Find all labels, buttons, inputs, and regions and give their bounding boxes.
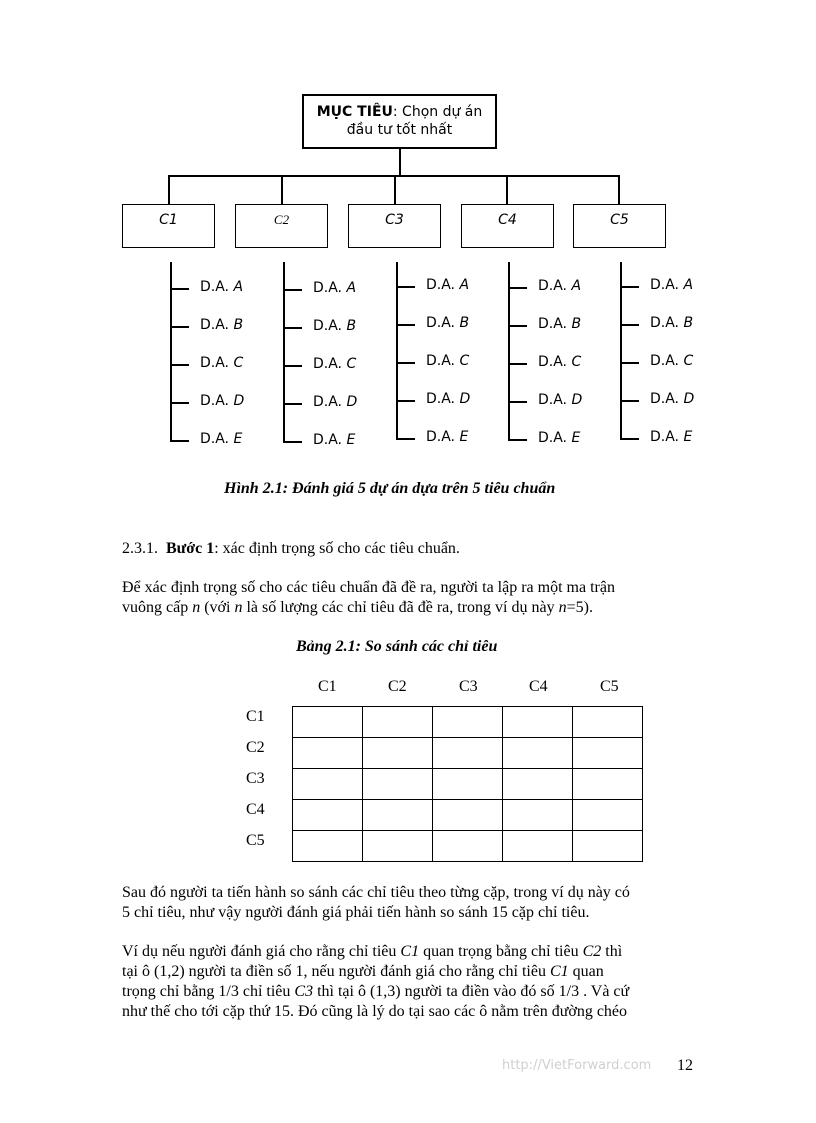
option-tick (396, 438, 415, 440)
option-label: D.A. E (650, 429, 693, 445)
option-tick (508, 401, 527, 403)
option-label: D.A. B (538, 316, 582, 332)
option-tick (170, 288, 189, 290)
option-label: D.A. D (426, 391, 471, 407)
option-tick (508, 363, 527, 365)
goal-text: : Chọn dự án (392, 104, 483, 120)
option-stem-c5 (620, 262, 622, 439)
col-header-c2: C2 (388, 678, 407, 695)
table-cell (433, 769, 503, 800)
table-cell (293, 769, 363, 800)
table-row (293, 707, 643, 738)
option-label: D.A. E (200, 431, 243, 447)
table-cell (503, 738, 573, 769)
table-caption: Bảng 2.1: So sánh các chỉ tiêu (296, 638, 498, 655)
option-label: D.A. A (650, 277, 694, 293)
comparison-matrix (292, 706, 643, 862)
goal-text-line2: đầu tư tốt nhất (346, 122, 453, 138)
table-cell (433, 707, 503, 738)
option-tick (508, 287, 527, 289)
drop-c4 (506, 175, 508, 204)
option-tick (283, 403, 302, 405)
table-cell (363, 800, 433, 831)
option-label: D.A. E (538, 430, 581, 446)
table-cell (503, 707, 573, 738)
table-cell (503, 800, 573, 831)
table-cell (363, 738, 433, 769)
option-tick (508, 439, 527, 441)
option-label: D.A. D (650, 391, 695, 407)
option-tick (620, 362, 639, 364)
table-cell (293, 707, 363, 738)
row-header-c3: C3 (246, 770, 265, 787)
section-heading: 2.3.1. Bước 1: xác định trọng số cho các tiêu chuẩn. (122, 540, 460, 557)
paragraph-2: Sau đó người ta tiến hành so sánh các chỉ tiêu theo từng cặp, trong ví dụ này có 5 chỉ tiêu, như vậy người đánh giá phải tiến hành so sánh 15 cặp chỉ tiêu. (122, 884, 630, 921)
table-cell (433, 831, 503, 862)
option-tick (620, 324, 639, 326)
paragraph-1: Để xác định trọng số cho các tiêu chuẩn đã đề ra, người ta lập ra một ma trận vuông cấp n (với n là số lượng các chỉ tiêu đã đề ra, trong ví dụ này n=5). (122, 579, 615, 616)
option-tick (620, 400, 639, 402)
option-label: D.A. A (313, 280, 357, 296)
option-tick (396, 324, 415, 326)
drop-c5 (618, 175, 620, 204)
option-label: D.A. C (538, 354, 582, 370)
col-header-c1: C1 (318, 678, 337, 695)
col-header-c3: C3 (459, 678, 478, 695)
goal-box (302, 94, 497, 149)
option-stem-c3 (396, 262, 398, 439)
option-label: D.A. C (200, 355, 244, 371)
table-cell (433, 738, 503, 769)
table-cell (293, 831, 363, 862)
option-tick (283, 441, 302, 443)
row-header-c4: C4 (246, 801, 265, 818)
table-cell (363, 707, 433, 738)
page-number: 12 (677, 1057, 693, 1074)
goal-stem (399, 149, 401, 176)
option-label: D.A. C (650, 353, 694, 369)
criterion-box-c5: C5 (573, 204, 666, 248)
row-header-c2: C2 (246, 739, 265, 756)
option-label: D.A. B (313, 318, 357, 334)
table-cell (573, 769, 643, 800)
step-label: Bước 1 (166, 540, 215, 557)
criterion-box-c1: C1 (122, 204, 215, 248)
option-tick (283, 327, 302, 329)
table-row (293, 769, 643, 800)
option-label: D.A. A (538, 278, 582, 294)
watermark: http://VietForward.com (502, 1058, 652, 1073)
option-label: D.A. B (200, 317, 244, 333)
table-cell (503, 769, 573, 800)
option-tick (396, 362, 415, 364)
option-label: D.A. C (313, 356, 357, 372)
table-cell (293, 738, 363, 769)
option-label: D.A. A (426, 277, 470, 293)
option-tick (396, 400, 415, 402)
option-tick (396, 286, 415, 288)
goal-label: MỤC TIÊU (316, 104, 393, 120)
figure-caption: Hình 2.1: Đánh giá 5 dự án dựa trên 5 tiêu chuẩn (224, 480, 556, 497)
table-row (293, 831, 643, 862)
option-tick (508, 325, 527, 327)
table-cell (293, 800, 363, 831)
option-label: D.A. D (538, 392, 583, 408)
table-cell (573, 707, 643, 738)
criterion-box-c2: C2 (235, 204, 328, 248)
drop-c1 (168, 175, 170, 204)
table-cell (363, 831, 433, 862)
table-cell (573, 738, 643, 769)
option-tick (283, 289, 302, 291)
option-label: D.A. E (426, 429, 469, 445)
option-label: D.A. D (313, 394, 358, 410)
option-label: D.A. B (426, 315, 470, 331)
criterion-box-c4: C4 (461, 204, 554, 248)
table-cell (573, 831, 643, 862)
row-header-c5: C5 (246, 832, 265, 849)
option-label: D.A. E (313, 432, 356, 448)
option-label: D.A. D (200, 393, 245, 409)
option-tick (170, 364, 189, 366)
col-header-c4: C4 (529, 678, 548, 695)
option-label: D.A. C (426, 353, 470, 369)
option-tick (620, 286, 639, 288)
drop-c3 (394, 175, 396, 204)
option-tick (170, 326, 189, 328)
table-cell (573, 800, 643, 831)
table-cell (503, 831, 573, 862)
table-row (293, 738, 643, 769)
option-tick (170, 440, 189, 442)
option-tick (170, 402, 189, 404)
col-header-c5: C5 (600, 678, 619, 695)
drop-c2 (281, 175, 283, 204)
criterion-box-c3: C3 (348, 204, 441, 248)
table-cell (363, 769, 433, 800)
table-cell (433, 800, 503, 831)
option-label: D.A. B (650, 315, 694, 331)
option-tick (283, 365, 302, 367)
row-header-c1: C1 (246, 708, 265, 725)
table-row (293, 800, 643, 831)
paragraph-3: Ví dụ nếu người đánh giá cho rằng chỉ tiêu C1 quan trọng bằng chỉ tiêu C2 thì tại ô (1,2) người ta điền số 1, nếu người đánh giá cho rằng chỉ tiêu C1 quan trọng chỉ bằng 1/3 chỉ tiêu C3 thì tại ô (1,3) người ta điền vào đó số 1/3 . Và cứ như thế cho tới cặp thứ 15. Đó cũng là lý do tại sao các ô nằm trên đường chéo (122, 943, 630, 1020)
option-label: D.A. A (200, 279, 244, 295)
option-tick (620, 438, 639, 440)
